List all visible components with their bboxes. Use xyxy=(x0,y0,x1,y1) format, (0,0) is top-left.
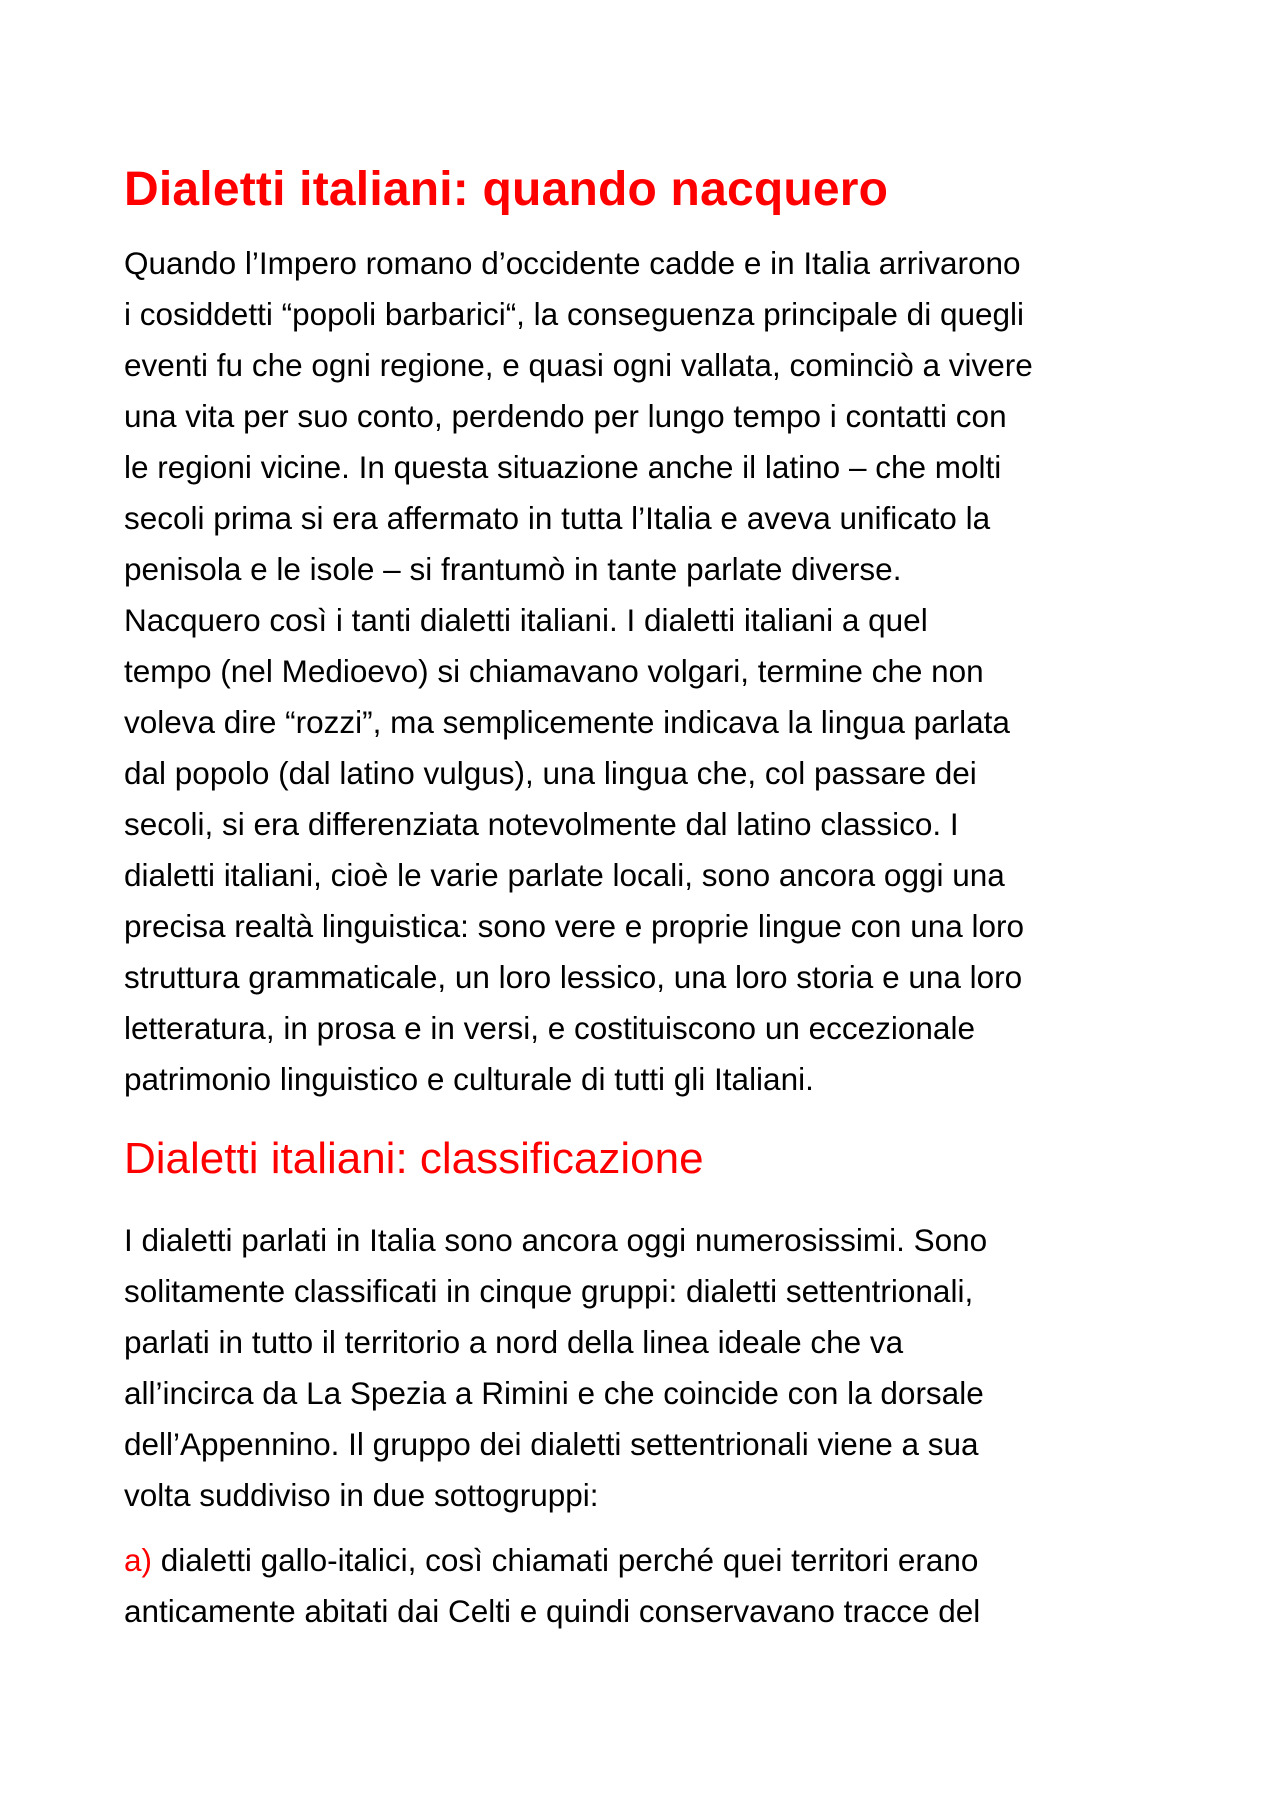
text-line: I dialetti parlati in Italia sono ancora oggi numerosissimi. Sono xyxy=(124,1222,988,1258)
text-line: struttura grammaticale, un loro lessico, una loro storia e una loro xyxy=(124,959,1023,995)
text-line: patrimonio linguistico e culturale di tutti gli Italiani. xyxy=(124,1061,814,1097)
text-line: voleva dire “rozzi”, ma semplicemente indicava la lingua parlata xyxy=(124,704,1010,740)
list-marker: a) xyxy=(124,1542,153,1578)
text-line: dialetti italiani, cioè le varie parlate locali, sono ancora oggi una xyxy=(124,857,1005,893)
text-line: Quando l’Impero romano d’occidente cadde e in Italia arrivarono xyxy=(124,245,1021,281)
heading-classificazione: Dialetti italiani: classificazione xyxy=(124,1134,704,1183)
document-page xyxy=(124,160,1174,1637)
text-line: secoli prima si era affermato in tutta l’Italia e aveva unificato la xyxy=(124,500,991,536)
text-line: penisola e le isole – si frantumò in tante parlate diverse. xyxy=(124,551,902,587)
text-line: Nacquero così i tanti dialetti italiani. I dialetti italiani a quel xyxy=(124,602,928,638)
text-line: dell’Appennino. Il gruppo dei dialetti settentrionali viene a sua xyxy=(124,1426,979,1462)
text-line: le regioni vicine. In questa situazione anche il latino – che molti xyxy=(124,449,1002,485)
text-line: eventi fu che ogni regione, e quasi ogni vallata, cominciò a vivere xyxy=(124,347,1033,383)
list-item-text: dialetti gallo-italici, così chiamati perché quei territori erano xyxy=(152,1542,979,1578)
text-line: precisa realtà linguistica: sono vere e proprie lingue con una loro xyxy=(124,908,1025,944)
text-line: secoli, si era differenziata notevolmente dal latino classico. I xyxy=(124,806,959,842)
text-line: parlati in tutto il territorio a nord della linea ideale che va xyxy=(124,1324,904,1360)
text-line: volta suddiviso in due sottogruppi: xyxy=(124,1477,599,1513)
text-line xyxy=(124,1535,1174,1586)
text-line: dal popolo (dal latino vulgus), una lingua che, col passare dei xyxy=(124,755,977,791)
text-line: solitamente classificati in cinque gruppi: dialetti settentrionali, xyxy=(124,1273,974,1309)
text-line: tempo (nel Medioevo) si chiamavano volgari, termine che non xyxy=(124,653,984,689)
heading-quando-nacquero: Dialetti italiani: quando nacquero xyxy=(124,163,889,216)
text-line: una vita per suo conto, perdendo per lungo tempo i contatti con xyxy=(124,398,1007,434)
paragraph-origins xyxy=(124,238,1174,1105)
text-line: anticamente abitati dai Celti e quindi conservavano tracce del xyxy=(124,1593,981,1629)
text-line: i cosiddetti “popoli barbarici“, la conseguenza principale di quegli xyxy=(124,296,1025,332)
text-line: letteratura, in prosa e in versi, e costituiscono un eccezionale xyxy=(124,1010,975,1046)
list-item-a xyxy=(124,1535,1174,1637)
paragraph-classification xyxy=(124,1215,1174,1521)
text-line: all’incirca da La Spezia a Rimini e che coincide con la dorsale xyxy=(124,1375,984,1411)
